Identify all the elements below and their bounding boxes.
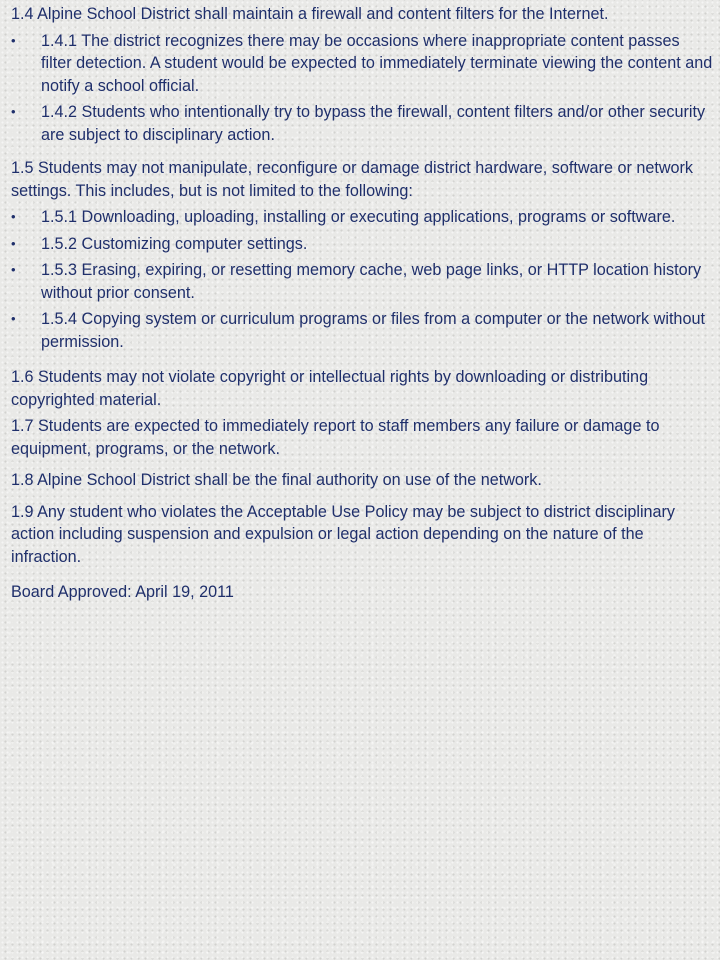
list-item-1-4-2 (11, 101, 714, 146)
bullet-icon: • (11, 311, 16, 326)
list-item-1-5-4 (11, 308, 714, 353)
board-approval: Board Approved: April 19, 2011 (11, 583, 234, 601)
list-item-text: 1.4.1 The district recognizes there may be occasions where inappropriate content passes filter detection. A student would be expected to immediately terminate viewing the content and notify a school official. (41, 31, 713, 95)
spacer (11, 353, 714, 366)
bullet-icon: • (11, 235, 16, 251)
spacer (11, 492, 714, 501)
spacer (11, 460, 714, 469)
section-1-4: 1.4 Alpine School District shall maintain a firewall and content filters for the Internet. (11, 5, 609, 23)
bullet-icon: • (11, 104, 16, 119)
list-item-text: 1.5.2 Customizing computer settings. (41, 234, 308, 253)
section-1-5: 1.5 Students may not manipulate, reconfigure or damage district hardware, software or network settings. This includes, but is not limited to the following: (11, 159, 694, 200)
spacer (11, 568, 714, 581)
bullet-icon: • (11, 262, 16, 277)
list-item-1-4-1 (11, 30, 714, 98)
list-item-text: 1.5.1 Downloading, uploading, installing or executing applications, programs or software. (41, 208, 676, 226)
list-item-text: 1.4.2 Students who intentionally try to bypass the firewall, content filters and/or other security are subject to disciplinary action. (41, 103, 706, 144)
section-1-8: 1.8 Alpine School District shall be the final authority on use of the network. (11, 471, 542, 489)
list-item-1-5-2 (11, 233, 714, 256)
section-1-5-list (11, 206, 714, 353)
spacer (11, 146, 714, 157)
list-item-text: 1.5.3 Erasing, expiring, or resetting memory cache, web page links, or HTTP location history without prior consent. (41, 261, 702, 302)
list-item-1-5-1 (11, 206, 714, 229)
section-1-4-list (11, 30, 714, 147)
section-1-9: 1.9 Any student who violates the Acceptable Use Policy may be subject to district disciplinary action including suspension and expulsion or legal action depending on the nature of the infraction. (11, 502, 676, 566)
section-1-7: 1.7 Students are expected to immediately report to staff members any failure or damage to equipment, programs, or the network. (11, 417, 660, 458)
bullet-icon: • (11, 209, 16, 224)
list-item-text: 1.5.4 Copying system or curriculum programs or files from a computer or the network without permission. (41, 310, 705, 351)
bullet-icon: • (11, 32, 16, 48)
list-item-1-5-3 (11, 259, 714, 304)
section-1-6: 1.6 Students may not violate copyright or intellectual rights by downloading or distributing copyrighted material. (11, 368, 649, 409)
